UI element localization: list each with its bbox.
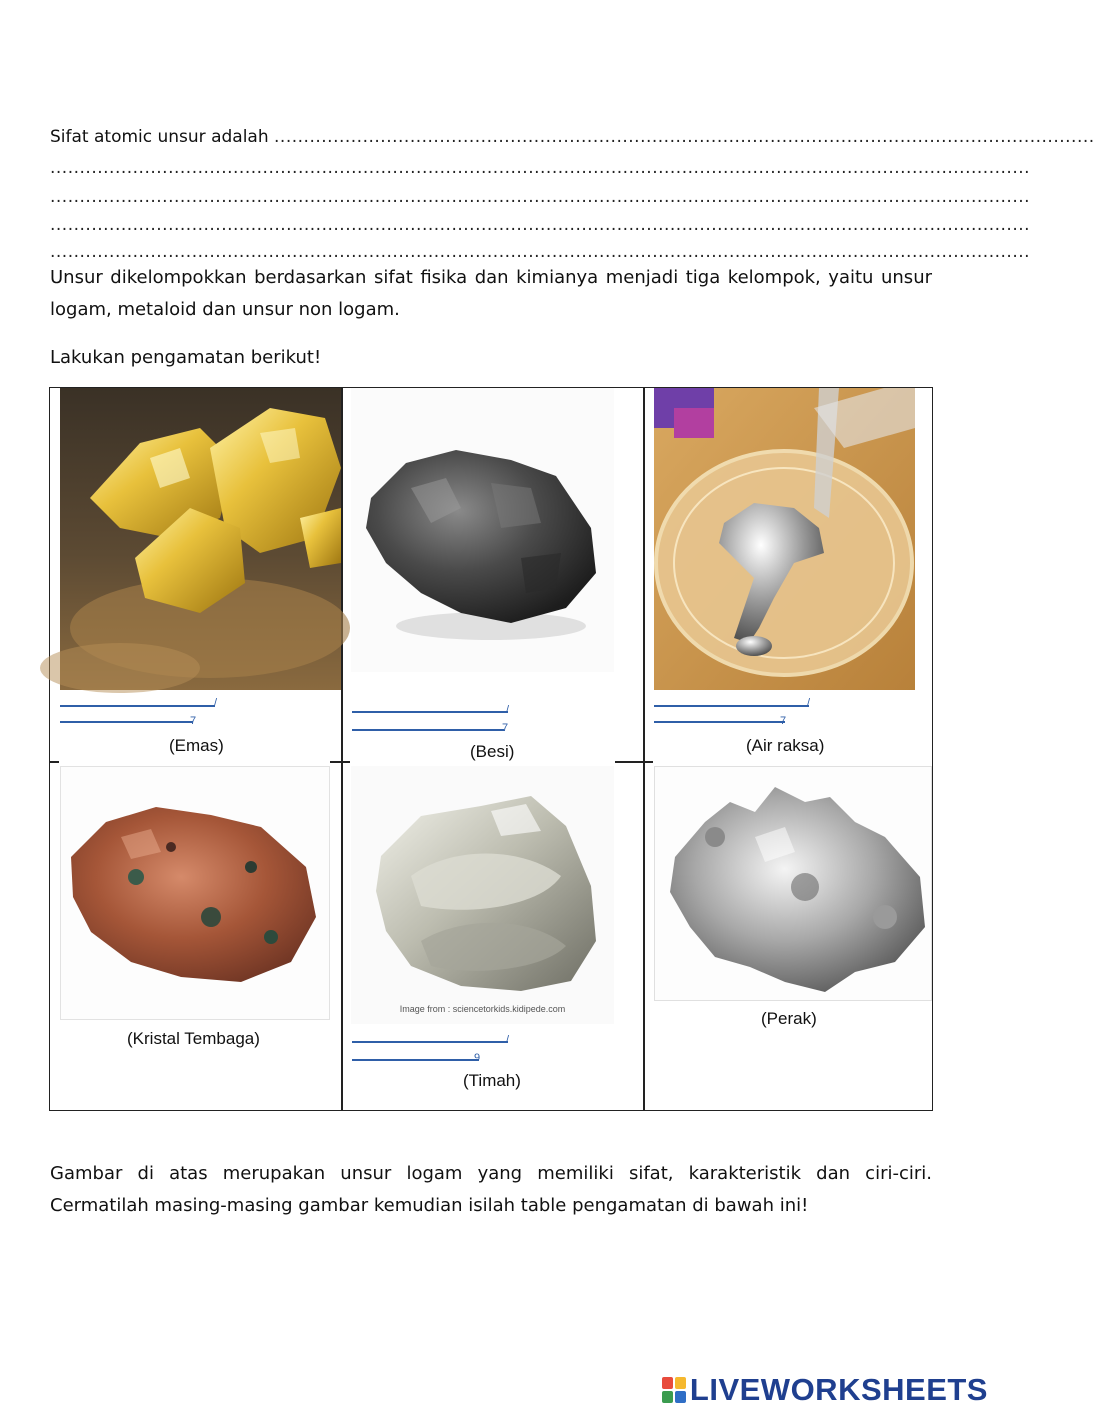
logo-text: LIVEWORKSHEETS (689, 1372, 988, 1407)
answer-line[interactable] (654, 705, 809, 707)
caption-kristal-tembaga: (Kristal Tembaga) (127, 1029, 260, 1048)
atomic-property-line-1 (50, 127, 1095, 147)
grid-row-divider (330, 761, 350, 763)
fill-in-line-2[interactable]: ...................................................................................................................................................................... (50, 158, 1031, 178)
iron-ore-image (351, 388, 614, 672)
caption-perak: (Perak) (761, 1009, 817, 1028)
answer-line[interactable] (352, 729, 504, 731)
answer-line[interactable] (60, 705, 215, 707)
grid-row-divider (49, 761, 59, 763)
caption-air-raksa: (Air raksa) (746, 736, 825, 755)
copper-crystal-image (60, 766, 330, 1020)
answer-line[interactable] (352, 1059, 479, 1061)
caption-besi: (Besi) (470, 742, 515, 761)
closing-paragraph: Gambar di atas merupakan unsur logam yang memiliki sifat, karakteristik dan ciri-ciri. Cermatilah masing-masing gambar kemudian isilah table pengamatan di bawah ini! (50, 1163, 932, 1216)
fill-in-dots[interactable]: ........................................................................................................................................... (274, 127, 1095, 147)
caption-emas: (Emas) (169, 736, 224, 755)
gold-nugget-image (60, 388, 341, 690)
answer-mark: / (506, 1034, 510, 1046)
grid-row-divider (615, 761, 653, 763)
fill-in-line-5[interactable]: ...................................................................................................................................................................... (50, 242, 1031, 262)
answer-mark: / (807, 697, 811, 709)
silver-image (654, 766, 932, 1001)
answer-mark: 7 (502, 722, 509, 734)
fill-in-line-3[interactable]: ...................................................................................................................................................................... (50, 187, 1031, 207)
answer-mark: / (214, 697, 218, 709)
logo-squares-icon (662, 1377, 686, 1403)
answer-mark: 7 (190, 715, 197, 727)
fill-in-line-4[interactable]: ...................................................................................................................................................................... (50, 215, 1031, 235)
answer-mark: / (506, 704, 510, 716)
answer-mark: 7 (780, 715, 787, 727)
instruction-text: Lakukan pengamatan berikut! (50, 347, 322, 368)
answer-mark: 9 (474, 1052, 481, 1064)
answer-line[interactable] (60, 721, 193, 723)
photo-credit: Image from : sciencetorkids.kidipede.com (399, 1004, 566, 1014)
atomic-property-prompt: Sifat atomic unsur adalah (50, 127, 269, 147)
caption-timah: (Timah) (463, 1071, 521, 1090)
liveworksheets-logo (662, 1372, 988, 1408)
grid-divider-1 (341, 387, 343, 1111)
grid-divider-2 (643, 387, 645, 1111)
classification-paragraph: Unsur dikelompokkan berdasarkan sifat fisika dan kimianya menjadi tiga kelompok, yaitu unsur logam, metaloid dan unsur non logam. (50, 267, 932, 320)
answer-line[interactable] (352, 711, 508, 713)
answer-line[interactable] (654, 721, 785, 723)
mercury-dish-image (654, 388, 915, 690)
tin-image (351, 766, 614, 1024)
answer-line[interactable] (352, 1041, 508, 1043)
